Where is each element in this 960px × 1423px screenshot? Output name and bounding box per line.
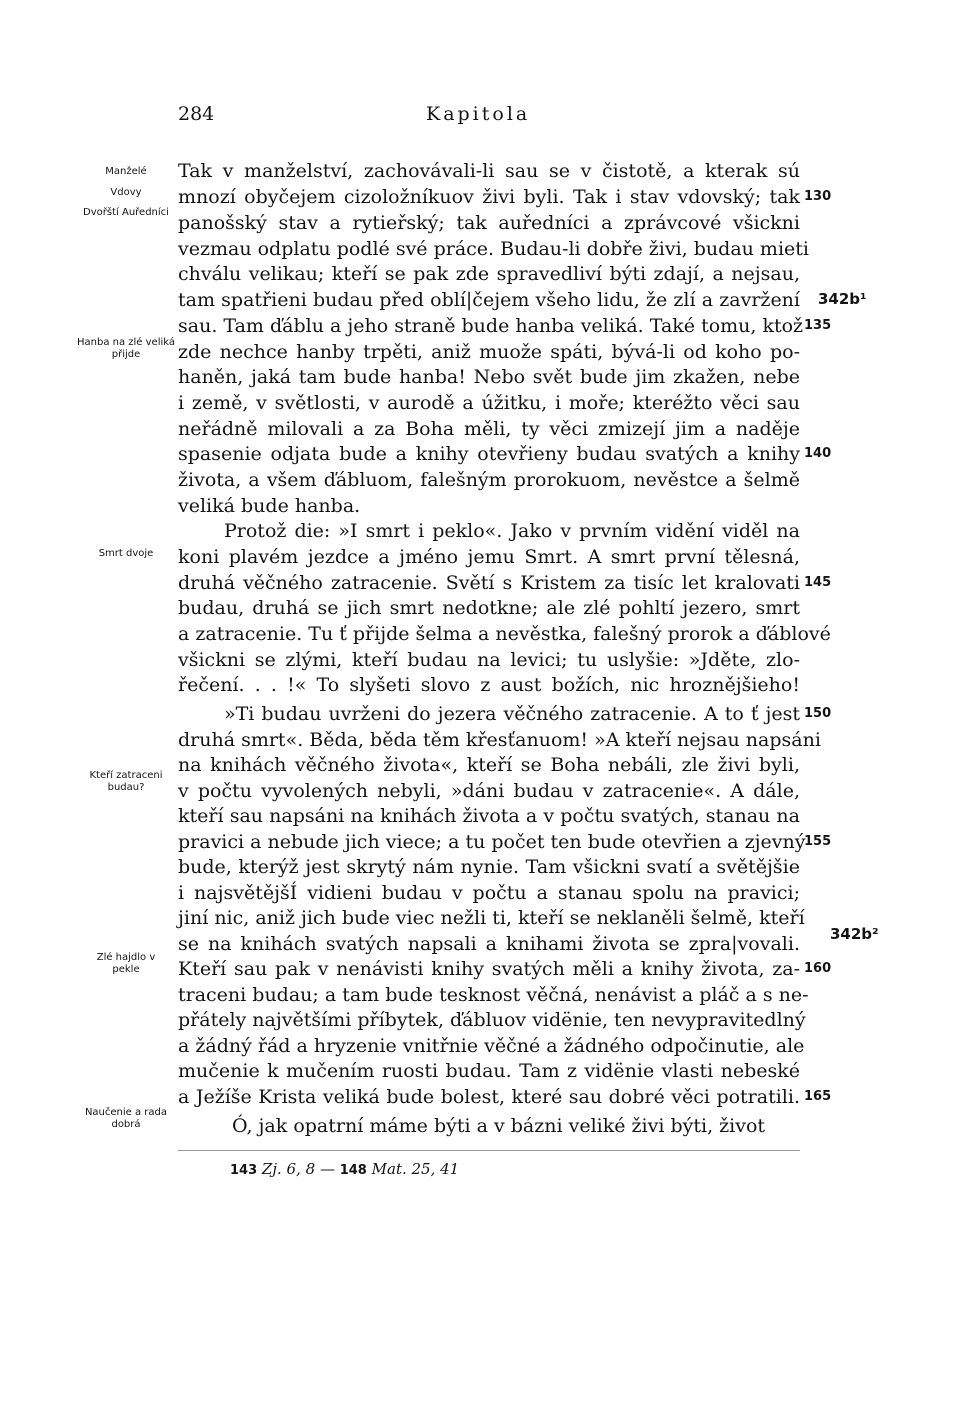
footnote-line-number: 148 xyxy=(339,1163,367,1178)
text-line: všickni se zlými, kteří budau na levici; tu uslyšie: »Jděte, zlo- xyxy=(178,649,800,671)
margin-note: Manželé xyxy=(105,166,147,177)
folio-mark: 342b¹ xyxy=(818,290,867,308)
text-line: kteří sau napsáni na knihách života a v počtu svatých, stanau na xyxy=(178,805,800,827)
margin-note: Kteří zatraceni budau? xyxy=(89,770,163,793)
footnote-reference: Zj. 6, 8 xyxy=(261,1160,316,1178)
text-line: Protož die: »I smrt i peklo«. Jako v prvním vidění viděl na xyxy=(224,520,800,542)
margin-note: Naučenie a rada dobrá xyxy=(84,1107,168,1130)
text-line: sau. Tam ďáblu a jeho straně bude hanba veliká. Také tomu, ktož xyxy=(178,315,804,337)
text-line: pravici a nebude jich viece; a tu počet ten bude otevřien a zjevný xyxy=(178,831,806,853)
line-number: 160 xyxy=(804,961,832,976)
text-line: traceni budau; a tam bude tesknost věčná, nenávist a pláč a s ne- xyxy=(178,984,809,1006)
folio-mark: 342b² xyxy=(830,925,879,943)
text-line: i země, v světlosti, v aurodě a úžitku, i moře; kteréžto věci sau xyxy=(178,392,800,414)
text-line: haněn, jaká tam bude hanba! Nebo svět bude jim zkažen, nebe xyxy=(178,366,800,388)
margin-note: Vdovy xyxy=(110,187,142,198)
footnote-reference: Mat. 25, 41 xyxy=(371,1160,460,1178)
line-number: 130 xyxy=(804,189,832,204)
text-line: vezmau odplatu podlé své práce. Budau-li dobře živi, budau mieti xyxy=(178,238,809,260)
text-line: druhá věčného zatracenie. Světí s Kristem za tisíc let kralovati xyxy=(178,572,800,594)
text-line: jiní nic, aniž jich bude viec nežli ti, kteří se neklaněli šelmě, kteří xyxy=(178,907,805,929)
text-line: neřádně milovali a za Boha měli, ty věci zmizejí jim a naděje xyxy=(178,418,800,440)
text-line: Kteří sau pak v nenávisti knihy svatých měli a knihy života, za- xyxy=(178,958,800,980)
text-line: tam spatřieni budau před oblí|čejem všeho lidu, že zlí a zavržení xyxy=(178,289,800,311)
text-line: panošský stav a rytieřský; tak auředníci a zprávcové všickni xyxy=(178,212,800,234)
text-line: budau, druhá se jich smrt nedotkne; ale zlé pohltí jezero, smrt xyxy=(178,597,800,619)
footnote-line-number: 143 xyxy=(230,1163,258,1178)
margin-note: Hanba na zlé veliká přijde xyxy=(76,337,175,360)
text-line: Ó, jak opatrní máme býti a v bázni veliké živi býti, život xyxy=(232,1115,766,1137)
text-line: a zatracenie. Tu ť přijde šelma a nevěstka, falešný prorok a ďáblové xyxy=(178,623,831,645)
text-line: spasenie odjata bude a knihy otevřieny budau svatých a knihy xyxy=(178,443,800,465)
footnote xyxy=(230,1160,459,1178)
text-line: Tak v manželství, zachovávali-li sau se v čistotě, a kterak sú xyxy=(178,160,800,182)
text-line: bude, kterýž jest skrytý nám nynie. Tam všickni svatí a světějšie xyxy=(178,856,800,878)
text-line: chválu velikau; kteří se pak zde spravedliví býti zdají, a nejsau, xyxy=(178,263,800,285)
footnote-rule xyxy=(178,1150,800,1151)
text-line: mnozí obyčejem cizoložníkuov živi byli. Tak i stav vdovský; tak xyxy=(178,186,800,208)
margin-note: Smrt dvoje xyxy=(98,548,154,559)
text-line: »Ti budau uvrženi do jezera věčného zatracenie. A to ť jest xyxy=(224,703,800,725)
line-number: 155 xyxy=(804,834,832,849)
text-line: na knihách věčného života«, kteří se Boha nebáli, zle živi byli, xyxy=(178,754,800,776)
line-number: 140 xyxy=(804,446,832,461)
text-line: v počtu vyvolených nebyli, »dáni budau v zatracenie«. A dále, xyxy=(178,780,800,802)
line-number: 145 xyxy=(804,575,832,590)
line-number: 150 xyxy=(804,706,832,721)
page-number: 284 xyxy=(178,103,215,125)
text-line: druhá smrt«. Běda, běda těm křesťanuom! »A kteří nejsau napsáni xyxy=(178,729,821,751)
text-line: veliká bude hanba. xyxy=(178,495,361,517)
line-number: 135 xyxy=(804,318,832,333)
text-line: řečení. . . !« To slyšeti slovo z aust božích, nic hroznějšieho! xyxy=(178,674,800,696)
text-line: a Ježíše Krista veliká bude bolest, které sau dobré věci potratili. xyxy=(178,1086,800,1108)
footnote-separator: — xyxy=(319,1160,335,1178)
running-head: Kapitola xyxy=(426,103,531,125)
margin-note: Zlé hajdlo v pekle xyxy=(96,952,156,975)
text-line: života, a všem ďábluom, falešným prorokuom, nevěstce a šelmě xyxy=(178,469,800,491)
text-line: i najsvětějšÍ vidieni budau v počtu a stanau spolu na pravici; xyxy=(178,882,800,904)
line-number: 165 xyxy=(804,1089,832,1104)
margin-note: Dvořští Auředníci xyxy=(83,207,169,218)
text-line: a žádný řád a hryzenie vnitřnie věčné a žádného odpočinutie, ale xyxy=(178,1035,805,1057)
text-line: koni plavém jezdce a jméno jemu Smrt. A smrt první tělesná, xyxy=(178,546,800,568)
text-line: se na knihách svatých napsali a knihami života se zpra|vovali. xyxy=(178,933,800,955)
text-line: přátely najvětšími příbytek, ďábluov vidënie, ten nevypravitedlný xyxy=(178,1009,806,1031)
text-line: mučenie k mučením ruosti budau. Tam z vidënie vlasti nebeské xyxy=(178,1060,800,1082)
text-line: zde nechce hanby trpěti, aniž muože spáti, bývá-li od koho po- xyxy=(178,341,800,363)
